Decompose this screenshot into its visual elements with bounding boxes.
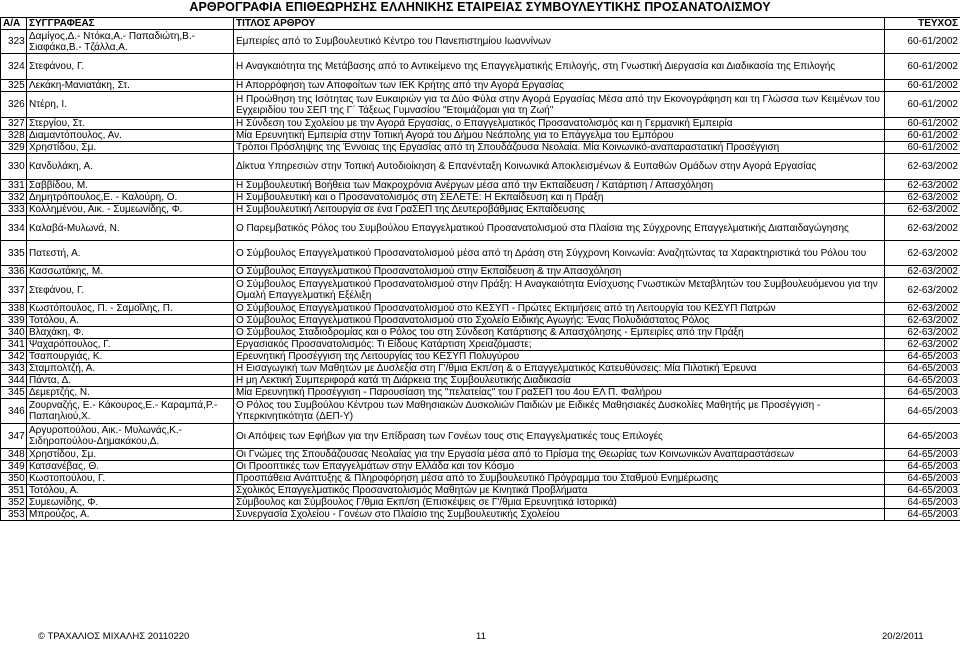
row-issue: 64-65/2003 — [885, 485, 960, 497]
footer-date: 20/2/2011 — [882, 631, 924, 642]
row-title: Η Εισαγωγική των Μαθητών με Δυσλεξία στη Γ'/θμια Εκπ/ση & ο Επαγγελματικός Κατευθύνσεις: Μία Πιλοτική Έρευνα — [234, 363, 885, 375]
table-row — [1, 241, 960, 266]
row-title: Εμπειρίες από το Συμβουλευτικό Κέντρο του Πανεπιστημίου Ιωαννίνων — [234, 30, 885, 54]
row-issue: 64-65/2003 — [885, 424, 960, 449]
row-title: Η μη Λεκτική Συμπεριφορά κατά τη Διάρκεια της Συμβουλευτικής Διαδικασία — [234, 375, 885, 387]
table-row — [1, 180, 960, 192]
row-issue: 62-63/2002 — [885, 303, 960, 315]
row-number: 342 — [1, 351, 27, 363]
row-number: 341 — [1, 339, 27, 351]
row-author: Μπρούζος, Α. — [27, 509, 234, 521]
page-footer — [0, 630, 960, 644]
row-issue: 64-65/2003 — [885, 399, 960, 424]
footer-page-number: 11 — [476, 631, 486, 642]
table-row — [1, 375, 960, 387]
table-row — [1, 449, 960, 461]
table-row — [1, 399, 960, 424]
row-author: Σταμπολτζή, Α. — [27, 363, 234, 375]
row-author: Ζουρναζής, Ε.- Κάκουρος,Ε.- Καραμπά,Ρ.- Παπαηλιού,Χ. — [27, 399, 234, 424]
row-title: Ο Σύμβουλος Επαγγελματικού Προσανατολισμού στην Εκπαίδευση & την Απασχόληση — [234, 266, 885, 278]
row-author: Κατσανέβας, Θ. — [27, 461, 234, 473]
row-title: Οι Απόψεις των Εφήβων για την Επίδραση των Γονέων τους στις Επαγγελματικές τους Επιλογές — [234, 424, 885, 449]
row-issue: 62-63/2002 — [885, 339, 960, 351]
table-row — [1, 303, 960, 315]
row-author: Ντέρη, Ι. — [27, 92, 234, 118]
row-issue: 60-61/2002 — [885, 30, 960, 54]
row-author: Δημητρόπουλος,Ε. - Καλούρη, Ο. — [27, 192, 234, 204]
row-title: Μία Ερευνητική Εμπειρία στην Τοπική Αγορά του Δήμου Νεάπολης για το Επάγγελμα του Εμπόρου — [234, 130, 885, 142]
row-number: 331 — [1, 180, 27, 192]
row-number: 338 — [1, 303, 27, 315]
row-title: Η Αναγκαιότητα της Μετάβασης από το Αντικείμενο της Επαγγελματικής Επιλογής, στη Γνωστική Διεργασία και Διαδικασία της Επιλογής — [234, 54, 885, 80]
row-number: 352 — [1, 497, 27, 509]
header-title: ΤΙΤΛΟΣ ΑΡΘΡΟΥ — [234, 18, 885, 30]
row-title: Δίκτυα Υπηρεσιών στην Τοπική Αυτοδιοίκηση & Επανένταξη Κοινωνικά Αποκλεισμένων & Ευπαθών Ομάδων στην Αγορά Εργασίας — [234, 154, 885, 180]
row-number: 323 — [1, 30, 27, 54]
page-title: ΑΡΘΡΟΓΡΑΦΙΑ ΕΠΙΘΕΩΡΗΣΗΣ ΕΛΛΗΝΙΚΗΣ ΕΤΑΙΡΕΙΑΣ ΣΥΜΒΟΥΛΕΥΤΙΚΗΣ ΠΡΟΣΑΝΑΤΟΛΙΣΜΟΥ — [189, 0, 771, 14]
row-title: Εργασιακός Προσανατολισμός: Τι Είδους Κατάρτιση Χρειαζόμαστε; — [234, 339, 885, 351]
row-issue: 62-63/2002 — [885, 180, 960, 192]
table-row — [1, 80, 960, 92]
row-author: Βλαχάκη, Φ. — [27, 327, 234, 339]
row-author: Στεφάνου, Γ. — [27, 54, 234, 80]
row-title: Η Συμβουλευτική και ο Προσανατολισμός στη ΣΕΛΕΤΕ: Η Εκπαίδευση και η Πράξη — [234, 192, 885, 204]
row-author: Λεκάκη-Μανιατάκη, Στ. — [27, 80, 234, 92]
table-row — [1, 130, 960, 142]
row-number: 348 — [1, 449, 27, 461]
table-row — [1, 424, 960, 449]
table-row — [1, 339, 960, 351]
row-title: Ο Παρεμβατικός Ρόλος του Συμβούλου Επαγγελματικού Προσανατολισμού στα Πλαίσια της Σύγχρονης Επαγγελματικής Διαπαιδαγώγησης — [234, 216, 885, 241]
row-title: Μία Ερευνητική Προσέγγιση - Παρουσίαση της "πελατείας" του ΓραΣΕΠ του 4ου ΕΛ Π. Φαλήρου — [234, 387, 885, 399]
row-title: Η Συμβουλευτική Βοήθεια των Μακροχρόνια Ανέργων μέσα από την Εκπαίδευση / Κατάρτιση / Απασχόληση — [234, 180, 885, 192]
row-author: Τσαπουργιάς, Κ. — [27, 351, 234, 363]
row-issue: 64-65/2003 — [885, 461, 960, 473]
row-number: 332 — [1, 192, 27, 204]
row-title: Ο Σύμβουλος Επαγγελματικού Προσανατολισμού στην Πράξη: Η Αναγκαιότητα Ενίσχυσης Γνωστικών Μεταβλητών του Συμβουλευόμενου για την Ομαλή Επαγγελματική Εξέλιξη — [234, 278, 885, 303]
row-number: 351 — [1, 485, 27, 497]
row-issue: 60-61/2002 — [885, 92, 960, 118]
row-author: Κολλημένου, Αικ. - Συμεωνίδης, Φ. — [27, 204, 234, 216]
row-issue: 64-65/2003 — [885, 509, 960, 521]
table-row — [1, 327, 960, 339]
row-title: Ο Σύμβουλος Επαγγελματικού Προσανατολισμού μέσα από τη Δράση στη Σύγχρονη Κοινωνία: Αναζητώντας τα Χαρακτηριστικά του Ρόλου του — [234, 241, 885, 266]
table-row — [1, 54, 960, 80]
row-issue: 60-61/2002 — [885, 142, 960, 154]
row-issue: 64-65/2003 — [885, 375, 960, 387]
row-number: 335 — [1, 241, 27, 266]
row-issue: 64-65/2003 — [885, 387, 960, 399]
row-issue: 60-61/2002 — [885, 54, 960, 80]
header-num: Α/Α — [1, 18, 27, 30]
row-title: Ο Σύμβουλος Επαγγελματικού Προσανατολισμού στο ΚΕΣΥΠ - Πρώτες Εκτιμήσεις από τη Λειτουργία του ΚΕΣΥΠ Πατρών — [234, 303, 885, 315]
header-issue: ΤΕΥΧΟΣ — [885, 18, 960, 30]
table-row — [1, 509, 960, 521]
row-title: Ο Ρόλος του Συμβούλου Κέντρου των Μαθησιακών Δυσκολιών Παιδιών με Ειδικές Μαθησιακές Δυσκολίες Μαθητής με Προσέγγιση - Υπερκινητικότητα (ΔΕΠ-Υ) — [234, 399, 885, 424]
row-title: Η Προώθηση της Ισότητας των Ευκαιριών για τα Δύο Φύλα στην Αγορά Εργασίας Μέσα από την Εκονογράφηση και τη Γλώσσα των Κειμένων του Εγχειριδίου του ΣΕΠ της Γ΄ Τάξεως Γυμνασίου "Ετοιμάζομαι για τη Ζωή" — [234, 92, 885, 118]
row-issue: 62-63/2002 — [885, 216, 960, 241]
row-title: Συνεργασία Σχολείου - Γονέων στο Πλαίσιο της Συμβουλευτικής Σχολείου — [234, 509, 885, 521]
row-title: Σχολικός Επαγγελματικός Προσανατολισμός Μαθητών με Κινητικά Προβλήματα — [234, 485, 885, 497]
row-author: Τοτόλου, Α. — [27, 485, 234, 497]
row-title: Τρόποι Πρόσληψης της Έννοιας της Εργασίας από τη Σπουδάζουσα Νεολαία. Μία Κοινωνικό-αναπαραστατική Προσέγγιση — [234, 142, 885, 154]
row-number: 344 — [1, 375, 27, 387]
row-number: 336 — [1, 266, 27, 278]
row-number: 326 — [1, 92, 27, 118]
row-author: Χρηστίδου, Σμ. — [27, 449, 234, 461]
table-row — [1, 118, 960, 130]
row-issue: 60-61/2002 — [885, 118, 960, 130]
row-author: Σαββίδου, Μ. — [27, 180, 234, 192]
table-row — [1, 92, 960, 118]
row-title: Ο Σύμβουλος Σταδιοδρομίας και ο Ρόλος του στη Σύνδεση Κατάρτισης & Απασχόλησης - Εμπειρίες από την Πράξη — [234, 327, 885, 339]
row-title: Σύμβουλος και Σύμβουλος Γ/θμια Εκπ/ση (Επισκέψεις σε Γ'/θμια Ερευνητικά Ιστορικά) — [234, 497, 885, 509]
row-title: Η Σύνδεση του Σχολείου με την Αγορά Εργασίας, ο Επαγγελματικός Προσανατολισμός και η Γερμανική Εμπειρία — [234, 118, 885, 130]
row-number: 350 — [1, 473, 27, 485]
row-author: Αργυροπούλου, Αικ.- Μυλωνάς,Κ.- Σιδηροπούλου-Δημακάκου,Δ. — [27, 424, 234, 449]
row-issue: 64-65/2003 — [885, 351, 960, 363]
row-author: Στεφάνου, Γ. — [27, 278, 234, 303]
row-issue: 64-65/2003 — [885, 473, 960, 485]
row-author: Τοτόλου, Α. — [27, 315, 234, 327]
table-row — [1, 461, 960, 473]
table-row — [1, 387, 960, 399]
row-number: 349 — [1, 461, 27, 473]
row-author: Ψαχαρόπουλος, Γ. — [27, 339, 234, 351]
row-title: Οι Γνώμες της Σπουδάζουσας Νεολαίας για την Εργασία μέσα από το Πρίσμα της Θεωρίας των Κοινωνικών Αναπαραστάσεων — [234, 449, 885, 461]
row-number: 333 — [1, 204, 27, 216]
row-author: Πάντα, Δ. — [27, 375, 234, 387]
row-number: 325 — [1, 80, 27, 92]
row-author: Στεργίου, Στ. — [27, 118, 234, 130]
row-author: Κασσωτάκης, Μ. — [27, 266, 234, 278]
row-number: 345 — [1, 387, 27, 399]
row-number: 329 — [1, 142, 27, 154]
row-issue: 64-65/2003 — [885, 363, 960, 375]
row-author: Κωστόπουλος, Π. - Σαμοΐλης, Π. — [27, 303, 234, 315]
row-title: Η Απορρόφηση των Αποφοίτων των ΙΕΚ Κρήτης από την Αγορά Εργασίας — [234, 80, 885, 92]
footer-copyright: © ΤΡΑΧΑΛΙΟΣ ΜΙΧΑΛΗΣ 20110220 — [38, 631, 190, 642]
row-issue: 64-65/2003 — [885, 497, 960, 509]
row-number: 346 — [1, 399, 27, 424]
row-author: Πατεστή, Α. — [27, 241, 234, 266]
row-issue: 60-61/2002 — [885, 80, 960, 92]
row-issue: 62-63/2002 — [885, 315, 960, 327]
row-number: 347 — [1, 424, 27, 449]
row-issue: 62-63/2002 — [885, 266, 960, 278]
table-row — [1, 497, 960, 509]
row-author: Χρηστίδου, Σμ. — [27, 142, 234, 154]
table-row — [1, 30, 960, 54]
row-title: Η Συμβουλευτική Λειτουργία σε ένα ΓραΣΕΠ της Δευτεροβάθμιας Εκπαίδευσης — [234, 204, 885, 216]
row-author: Κανδυλάκη, Α. — [27, 154, 234, 180]
articles-table — [0, 17, 960, 521]
row-number: 334 — [1, 216, 27, 241]
row-author: Διαμαντόπουλος, Αν. — [27, 130, 234, 142]
row-title: Προσπάθεια Ανάπτυξης & Πληροφόρηση μέσα από το Συμβουλευτικό Πρόγραμμα του Σταθμού Ενημέρωσης — [234, 473, 885, 485]
table-row — [1, 266, 960, 278]
table-row — [1, 473, 960, 485]
row-title: Οι Προοπτικές των Επαγγελμάτων στην Ελλάδα και τον Κόσμο — [234, 461, 885, 473]
table-body — [1, 30, 960, 521]
row-number: 337 — [1, 278, 27, 303]
row-issue: 62-63/2002 — [885, 278, 960, 303]
row-number: 328 — [1, 130, 27, 142]
row-number: 353 — [1, 509, 27, 521]
row-number: 343 — [1, 363, 27, 375]
table-row — [1, 363, 960, 375]
row-author: Δαμίγος,Δ.- Ντόκα,Α.- Παπαδιώτη,Β.- Σιαφάκα,Β.- Τζάλλα,Α. — [27, 30, 234, 54]
row-issue: 62-63/2002 — [885, 204, 960, 216]
row-title: Ο Σύμβουλος Επαγγελματικού Προσανατολισμού στο Σχολείο Ειδικής Αγωγής: Ένας Πολυδιάστατος Ρόλος — [234, 315, 885, 327]
row-issue: 62-63/2002 — [885, 241, 960, 266]
table-row — [1, 192, 960, 204]
row-issue: 62-63/2002 — [885, 192, 960, 204]
table-row — [1, 315, 960, 327]
row-issue: 62-63/2002 — [885, 154, 960, 180]
row-issue: 64-65/2003 — [885, 449, 960, 461]
row-number: 327 — [1, 118, 27, 130]
row-number: 340 — [1, 327, 27, 339]
header-author: ΣΥΓΓΡΑΦΕΑΣ — [27, 18, 234, 30]
row-author: Καλαβά-Μυλωνά, Ν. — [27, 216, 234, 241]
row-issue: 60-61/2002 — [885, 130, 960, 142]
table-row — [1, 278, 960, 303]
row-title: Ερευνητική Προσέγγιση της Λειτουργίας του ΚΕΣΥΠ Πολυγύρου — [234, 351, 885, 363]
row-number: 330 — [1, 154, 27, 180]
row-issue: 62-63/2002 — [885, 327, 960, 339]
table-row — [1, 142, 960, 154]
table-header-row — [1, 18, 960, 30]
row-number: 324 — [1, 54, 27, 80]
table-row — [1, 204, 960, 216]
row-author: Δεμερτζής, Ν. — [27, 387, 234, 399]
table-row — [1, 216, 960, 241]
table-row — [1, 485, 960, 497]
row-author: Κωστοπούλου, Γ. — [27, 473, 234, 485]
table-row — [1, 351, 960, 363]
row-number: 339 — [1, 315, 27, 327]
table-row — [1, 154, 960, 180]
row-author: Συμεωνίδης, Φ. — [27, 497, 234, 509]
